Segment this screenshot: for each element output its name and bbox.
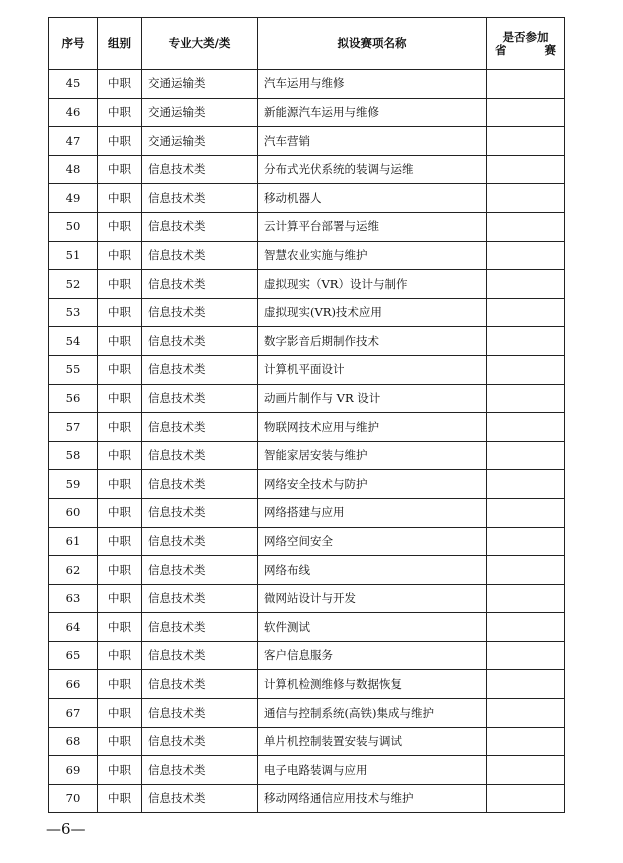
row-event-name: 物联网技术应用与维护 (258, 413, 487, 442)
table-body (49, 70, 565, 813)
row-event-name: 汽车营销 (258, 127, 487, 156)
row-event-name: 网络布线 (258, 556, 487, 585)
row-event-name: 分布式光伏系统的装调与运维 (258, 155, 487, 184)
row-group: 中职 (98, 241, 142, 270)
header-group: 组别 (98, 18, 142, 70)
row-group: 中职 (98, 184, 142, 213)
row-participate-cell[interactable] (487, 98, 565, 127)
row-category: 信息技术类 (142, 727, 258, 756)
row-category: 信息技术类 (142, 355, 258, 384)
row-category: 交通运输类 (142, 127, 258, 156)
row-group: 中职 (98, 756, 142, 785)
row-event-name: 网络安全技术与防护 (258, 470, 487, 499)
row-no: 65 (49, 641, 98, 670)
row-group: 中职 (98, 727, 142, 756)
row-no: 48 (49, 155, 98, 184)
row-participate-cell[interactable] (487, 527, 565, 556)
row-group: 中职 (98, 670, 142, 699)
table-row (49, 641, 565, 670)
row-group: 中职 (98, 413, 142, 442)
header-participate-line1: 是否参加 (502, 29, 549, 44)
row-event-name: 计算机检测维修与数据恢复 (258, 670, 487, 699)
competition-table (48, 17, 565, 813)
row-participate-cell[interactable] (487, 327, 565, 356)
row-event-name: 微网站设计与开发 (258, 584, 487, 613)
row-no: 55 (49, 355, 98, 384)
row-no: 56 (49, 384, 98, 413)
row-group: 中职 (98, 556, 142, 585)
row-category: 信息技术类 (142, 641, 258, 670)
row-no: 47 (49, 127, 98, 156)
row-category: 信息技术类 (142, 155, 258, 184)
row-category: 信息技术类 (142, 556, 258, 585)
table-row (49, 756, 565, 785)
row-no: 46 (49, 98, 98, 127)
table-row (49, 127, 565, 156)
row-no: 63 (49, 584, 98, 613)
row-category: 信息技术类 (142, 699, 258, 728)
row-group: 中职 (98, 98, 142, 127)
row-event-name: 通信与控制系统(高铁)集成与维护 (258, 699, 487, 728)
table-row (49, 498, 565, 527)
row-participate-cell[interactable] (487, 127, 565, 156)
row-group: 中职 (98, 155, 142, 184)
row-participate-cell[interactable] (487, 670, 565, 699)
row-group: 中职 (98, 699, 142, 728)
row-participate-cell[interactable] (487, 384, 565, 413)
row-participate-cell[interactable] (487, 756, 565, 785)
row-no: 60 (49, 498, 98, 527)
row-category: 信息技术类 (142, 613, 258, 642)
table-row (49, 98, 565, 127)
row-no: 59 (49, 470, 98, 499)
row-group: 中职 (98, 641, 142, 670)
table-row (49, 613, 565, 642)
row-participate-cell[interactable] (487, 699, 565, 728)
row-category: 信息技术类 (142, 498, 258, 527)
row-participate-cell[interactable] (487, 355, 565, 384)
row-event-name: 云计算平台部署与运维 (258, 212, 487, 241)
table-row (49, 70, 565, 99)
table-row (49, 556, 565, 585)
row-no: 52 (49, 270, 98, 299)
row-no: 54 (49, 327, 98, 356)
row-participate-cell[interactable] (487, 413, 565, 442)
row-group: 中职 (98, 441, 142, 470)
row-group: 中职 (98, 613, 142, 642)
row-category: 信息技术类 (142, 413, 258, 442)
row-event-name: 网络空间安全 (258, 527, 487, 556)
row-participate-cell[interactable] (487, 641, 565, 670)
row-category: 信息技术类 (142, 441, 258, 470)
row-no: 61 (49, 527, 98, 556)
row-group: 中职 (98, 584, 142, 613)
row-participate-cell[interactable] (487, 584, 565, 613)
row-event-name: 数字影音后期制作技术 (258, 327, 487, 356)
row-participate-cell[interactable] (487, 613, 565, 642)
row-category: 交通运输类 (142, 70, 258, 99)
row-category: 信息技术类 (142, 384, 258, 413)
row-no: 64 (49, 613, 98, 642)
row-participate-cell[interactable] (487, 212, 565, 241)
row-participate-cell[interactable] (487, 298, 565, 327)
row-category: 信息技术类 (142, 470, 258, 499)
table-row (49, 212, 565, 241)
header-category: 专业大类/类 (142, 18, 258, 70)
row-no: 67 (49, 699, 98, 728)
row-participate-cell[interactable] (487, 470, 565, 499)
row-category: 信息技术类 (142, 756, 258, 785)
table-row (49, 727, 565, 756)
row-group: 中职 (98, 70, 142, 99)
table-row (49, 298, 565, 327)
row-group: 中职 (98, 298, 142, 327)
row-participate-cell[interactable] (487, 498, 565, 527)
row-no: 53 (49, 298, 98, 327)
row-event-name: 电子电路装调与应用 (258, 756, 487, 785)
row-category: 信息技术类 (142, 241, 258, 270)
row-group: 中职 (98, 212, 142, 241)
row-category: 信息技术类 (142, 584, 258, 613)
row-no: 66 (49, 670, 98, 699)
row-group: 中职 (98, 527, 142, 556)
row-participate-cell[interactable] (487, 184, 565, 213)
row-event-name: 智慧农业实施与维护 (258, 241, 487, 270)
row-category: 信息技术类 (142, 184, 258, 213)
row-event-name: 智能家居安装与维护 (258, 441, 487, 470)
table-row (49, 784, 565, 813)
row-event-name: 虚拟现实(VR)技术应用 (258, 298, 487, 327)
row-category: 信息技术类 (142, 270, 258, 299)
table-row (49, 670, 565, 699)
row-group: 中职 (98, 127, 142, 156)
row-event-name: 动画片制作与 VR 设计 (258, 384, 487, 413)
row-group: 中职 (98, 498, 142, 527)
table-row (49, 327, 565, 356)
header-row (49, 18, 565, 70)
row-event-name: 移动机器人 (258, 184, 487, 213)
header-name: 拟设赛项名称 (258, 18, 487, 70)
row-no: 49 (49, 184, 98, 213)
table-row (49, 527, 565, 556)
table-row (49, 413, 565, 442)
row-no: 70 (49, 784, 98, 813)
row-no: 57 (49, 413, 98, 442)
row-participate-cell[interactable] (487, 727, 565, 756)
page-number: —6— (46, 820, 86, 838)
row-participate-cell[interactable] (487, 70, 565, 99)
table-row (49, 699, 565, 728)
row-category: 交通运输类 (142, 98, 258, 127)
table-row (49, 270, 565, 299)
header-participate-line2: 省 赛 (495, 42, 556, 57)
row-event-name: 新能源汽车运用与维修 (258, 98, 487, 127)
table-row (49, 241, 565, 270)
table-row (49, 584, 565, 613)
row-group: 中职 (98, 384, 142, 413)
row-category: 信息技术类 (142, 212, 258, 241)
row-group: 中职 (98, 470, 142, 499)
row-group: 中职 (98, 327, 142, 356)
row-event-name: 虚拟现实（VR）设计与制作 (258, 270, 487, 299)
table-row (49, 441, 565, 470)
row-event-name: 客户信息服务 (258, 641, 487, 670)
row-category: 信息技术类 (142, 527, 258, 556)
row-event-name: 单片机控制装置安装与调试 (258, 727, 487, 756)
row-category: 信息技术类 (142, 670, 258, 699)
table-row (49, 384, 565, 413)
table-row (49, 470, 565, 499)
row-no: 62 (49, 556, 98, 585)
header-no: 序号 (49, 18, 98, 70)
header-participate (487, 18, 565, 70)
row-group: 中职 (98, 355, 142, 384)
row-no: 51 (49, 241, 98, 270)
row-no: 68 (49, 727, 98, 756)
row-category: 信息技术类 (142, 327, 258, 356)
row-no: 50 (49, 212, 98, 241)
row-no: 58 (49, 441, 98, 470)
row-participate-cell[interactable] (487, 241, 565, 270)
row-no: 69 (49, 756, 98, 785)
row-group: 中职 (98, 784, 142, 813)
row-event-name: 软件测试 (258, 613, 487, 642)
table-row (49, 184, 565, 213)
row-group: 中职 (98, 270, 142, 299)
table-row (49, 155, 565, 184)
row-participate-cell[interactable] (487, 556, 565, 585)
row-event-name: 计算机平面设计 (258, 355, 487, 384)
row-participate-cell[interactable] (487, 784, 565, 813)
row-event-name: 移动网络通信应用技术与维护 (258, 784, 487, 813)
row-event-name: 汽车运用与维修 (258, 70, 487, 99)
table-header (49, 18, 565, 70)
row-participate-cell[interactable] (487, 441, 565, 470)
row-event-name: 网络搭建与应用 (258, 498, 487, 527)
row-category: 信息技术类 (142, 784, 258, 813)
row-no: 45 (49, 70, 98, 99)
row-participate-cell[interactable] (487, 155, 565, 184)
table-row (49, 355, 565, 384)
row-participate-cell[interactable] (487, 270, 565, 299)
row-category: 信息技术类 (142, 298, 258, 327)
